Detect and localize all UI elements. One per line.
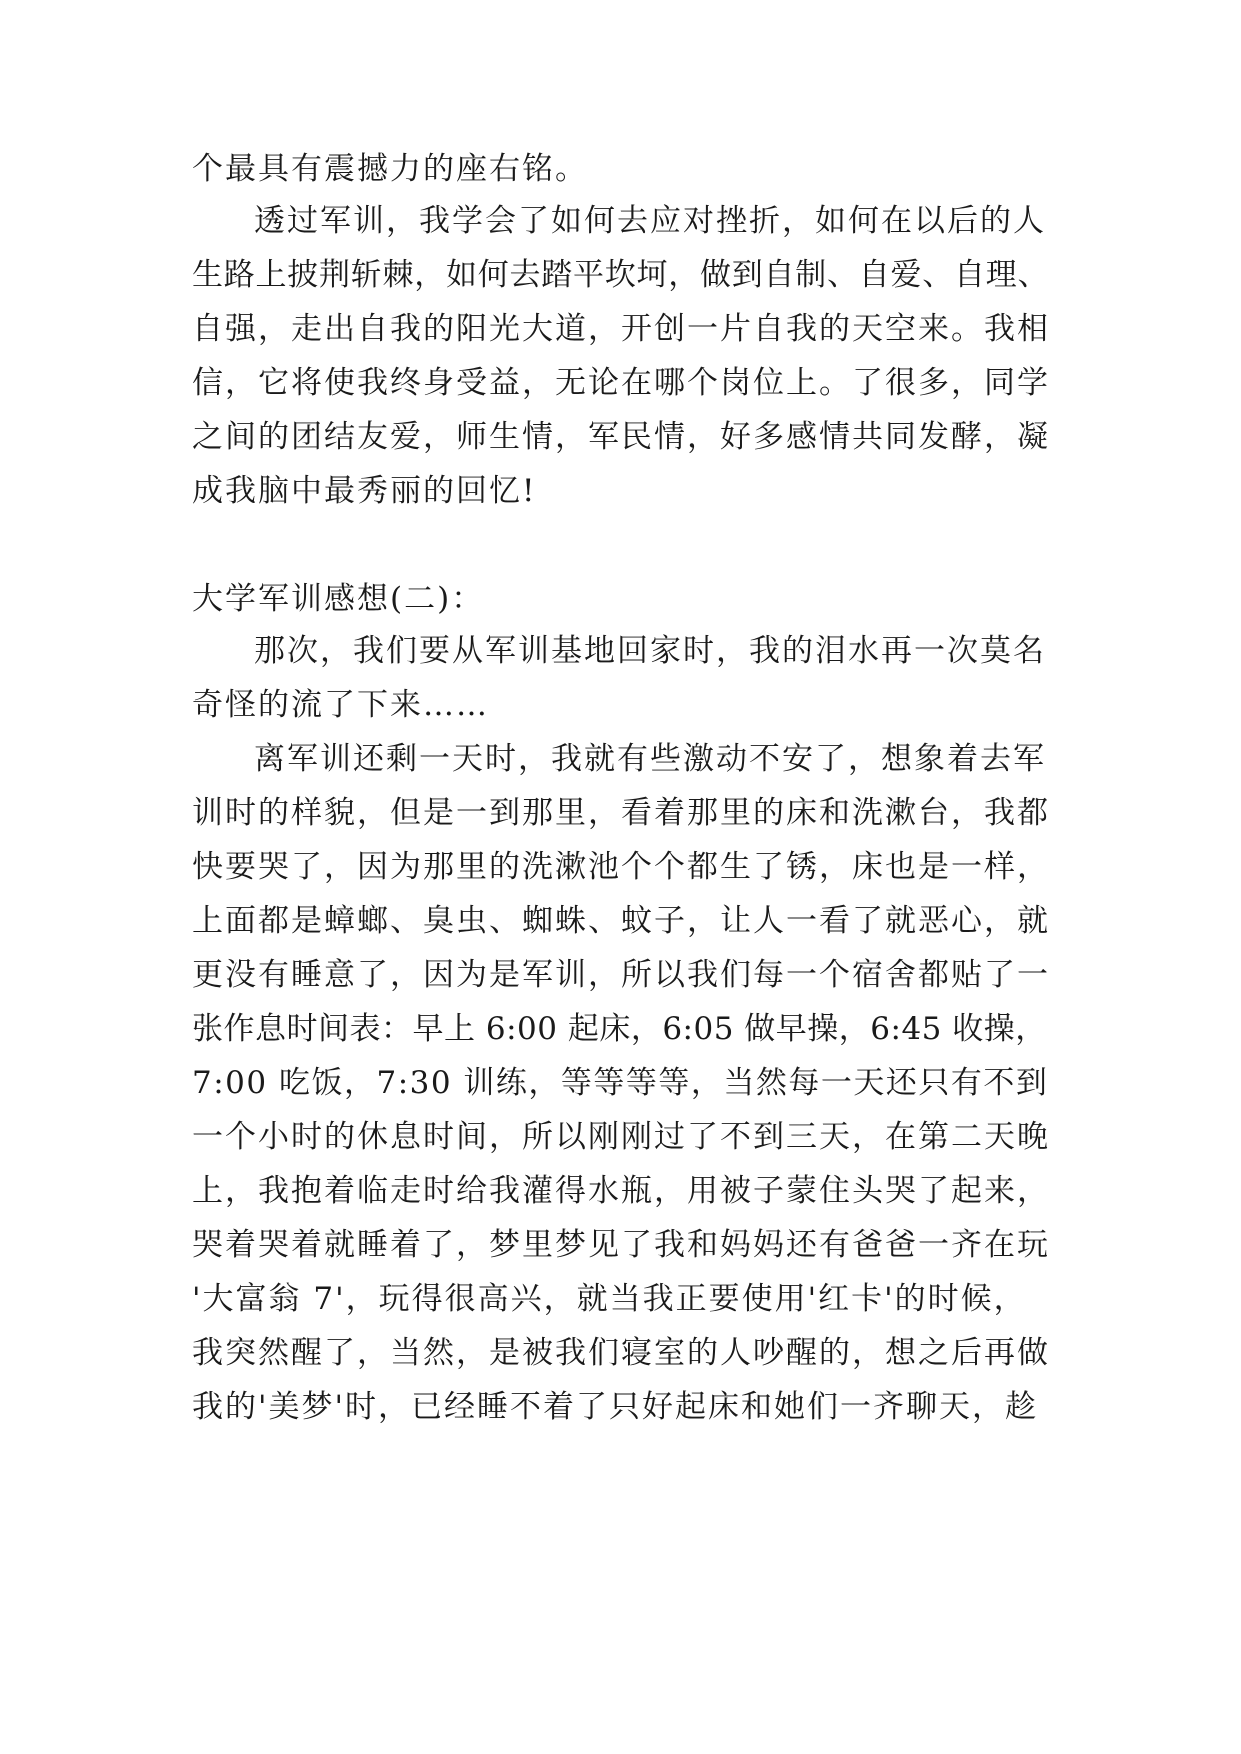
paragraph-line: 自强，走出自我的阳光大道，开创一片自我的天空来。我相 [192,311,1050,347]
paragraph-line: 生路上披荆斩棘，如何去踏平坎坷，做到自制、自爱、自理、 [192,257,1050,293]
paragraph-line: 训时的样貌，但是一到那里，看着那里的床和洗漱台，我都 [192,795,1050,831]
paragraph-line: 信，它将使我终身受益，无论在哪个岗位上。了很多，同学 [192,365,1050,401]
paragraph-line: 我的'美梦'时，已经睡不着了只好起床和她们一齐聊天，趁 [192,1389,1039,1425]
paragraph-line: 7:00 吃饭，7:30 训练，等等等等，当然每一天还只有不到 [192,1065,1049,1101]
paragraph-line: 上面都是蟑螂、臭虫、蜘蛛、蚊子，让人一看了就恶心，就 [192,903,1050,939]
paragraph-line: 更没有睡意了，因为是军训，所以我们每一个宿舍都贴了一 [192,957,1050,993]
paragraph-line: 上，我抱着临走时给我灌得水瓶，用被子蒙住头哭了起来， [192,1173,1050,1209]
paragraph-line: 之间的团结友爱，师生情，军民情，好多感情共同发酵，凝 [192,419,1050,455]
paragraph-line: '大富翁 7'，玩得很高兴，就当我正要使用'红卡'的时候， [192,1281,1027,1317]
paragraph-line: 哭着哭着就睡着了，梦里梦见了我和妈妈还有爸爸一齐在玩 [192,1227,1050,1263]
paragraph-line: 离军训还剩一天时，我就有些激动不安了，想象着去军 [254,741,1046,777]
section-heading: 大学军训感想(二)： [192,581,485,617]
paragraph-line: 成我脑中最秀丽的回忆! [192,473,537,509]
paragraph-line: 那次，我们要从军训基地回家时，我的泪水再一次莫名 [254,633,1046,669]
paragraph-line: 个最具有震撼力的座右铭。 [192,151,588,187]
paragraph-line: 张作息时间表：早上 6:00 起床，6:05 做早操，6:45 收操， [192,1011,1047,1047]
paragraph-line: 一个小时的休息时间，所以刚刚过了不到三天，在第二天晚 [192,1119,1050,1155]
paragraph-line: 透过军训，我学会了如何去应对挫折，如何在以后的人 [254,203,1046,239]
paragraph-line: 奇怪的流了下来…… [192,687,489,723]
paragraph-line: 我突然醒了，当然，是被我们寝室的人吵醒的，想之后再做 [192,1335,1050,1371]
paragraph-line: 快要哭了，因为那里的洗漱池个个都生了锈，床也是一样， [192,849,1050,885]
